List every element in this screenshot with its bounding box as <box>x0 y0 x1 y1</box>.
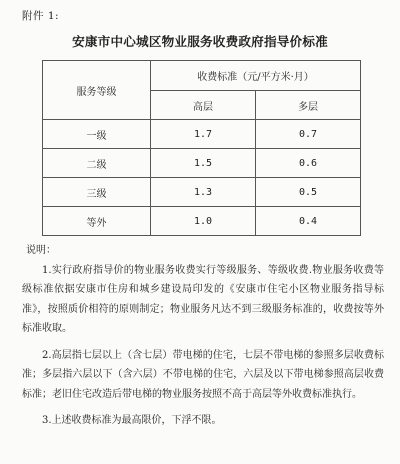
header-fee-standard: 收费标准（元/平方米·月） <box>151 61 361 91</box>
table-row <box>43 149 361 178</box>
header-multi-storey: 多层 <box>256 91 361 120</box>
high-rise-fee-cell: 1.0 <box>151 207 256 236</box>
high-rise-fee-cell: 1.7 <box>151 120 256 149</box>
table-row <box>43 178 361 207</box>
grade-cell: 二级 <box>43 149 151 178</box>
header-high-rise: 高层 <box>151 91 256 120</box>
header-service-grade: 服务等级 <box>43 61 151 120</box>
multi-storey-fee-cell: 0.5 <box>256 178 361 207</box>
grade-cell: 一级 <box>43 120 151 149</box>
fee-standard-table <box>42 60 361 236</box>
high-rise-fee-cell: 1.3 <box>151 178 256 207</box>
note-item: 3.上述收费标准为最高限价，下浮不限。 <box>42 415 222 426</box>
multi-storey-fee-cell: 0.6 <box>256 149 361 178</box>
notes-heading: 说明： <box>26 245 56 256</box>
multi-storey-fee-cell: 0.4 <box>256 207 361 236</box>
grade-cell: 三级 <box>43 178 151 207</box>
document-title: 安康市中心城区物业服务收费政府指导价标准 <box>72 34 328 49</box>
multi-storey-fee-cell: 0.7 <box>256 120 361 149</box>
table-row <box>43 207 361 236</box>
table-row <box>43 120 361 149</box>
high-rise-fee-cell: 1.5 <box>151 149 256 178</box>
note-item: 1.实行政府指导价的物业服务收费实行等级服务、等级收费.物业服务收费等级标准依据安康市住房和城乡建设局印发的《安康市住宅小区物业服务指导标准》，按照质价相符的原则制定；物业服务凡达不到三级服务标准的，收费按等外标准收取。 <box>22 264 384 334</box>
note-item: 2.高层指七层以上（含七层）带电梯的住宅，七层不带电梯的参照多层收费标准；多层指六层以下（含六层）不带电梯的住宅，六层及以下带电梯参照高层收费标准；老旧住宅改造后带电梯的物业服务按照不高于高层等外收费标准执行。 <box>22 349 384 400</box>
grade-cell: 等外 <box>43 207 151 236</box>
notes-section <box>22 241 384 431</box>
attachment-label: 附件 1: <box>22 10 60 22</box>
